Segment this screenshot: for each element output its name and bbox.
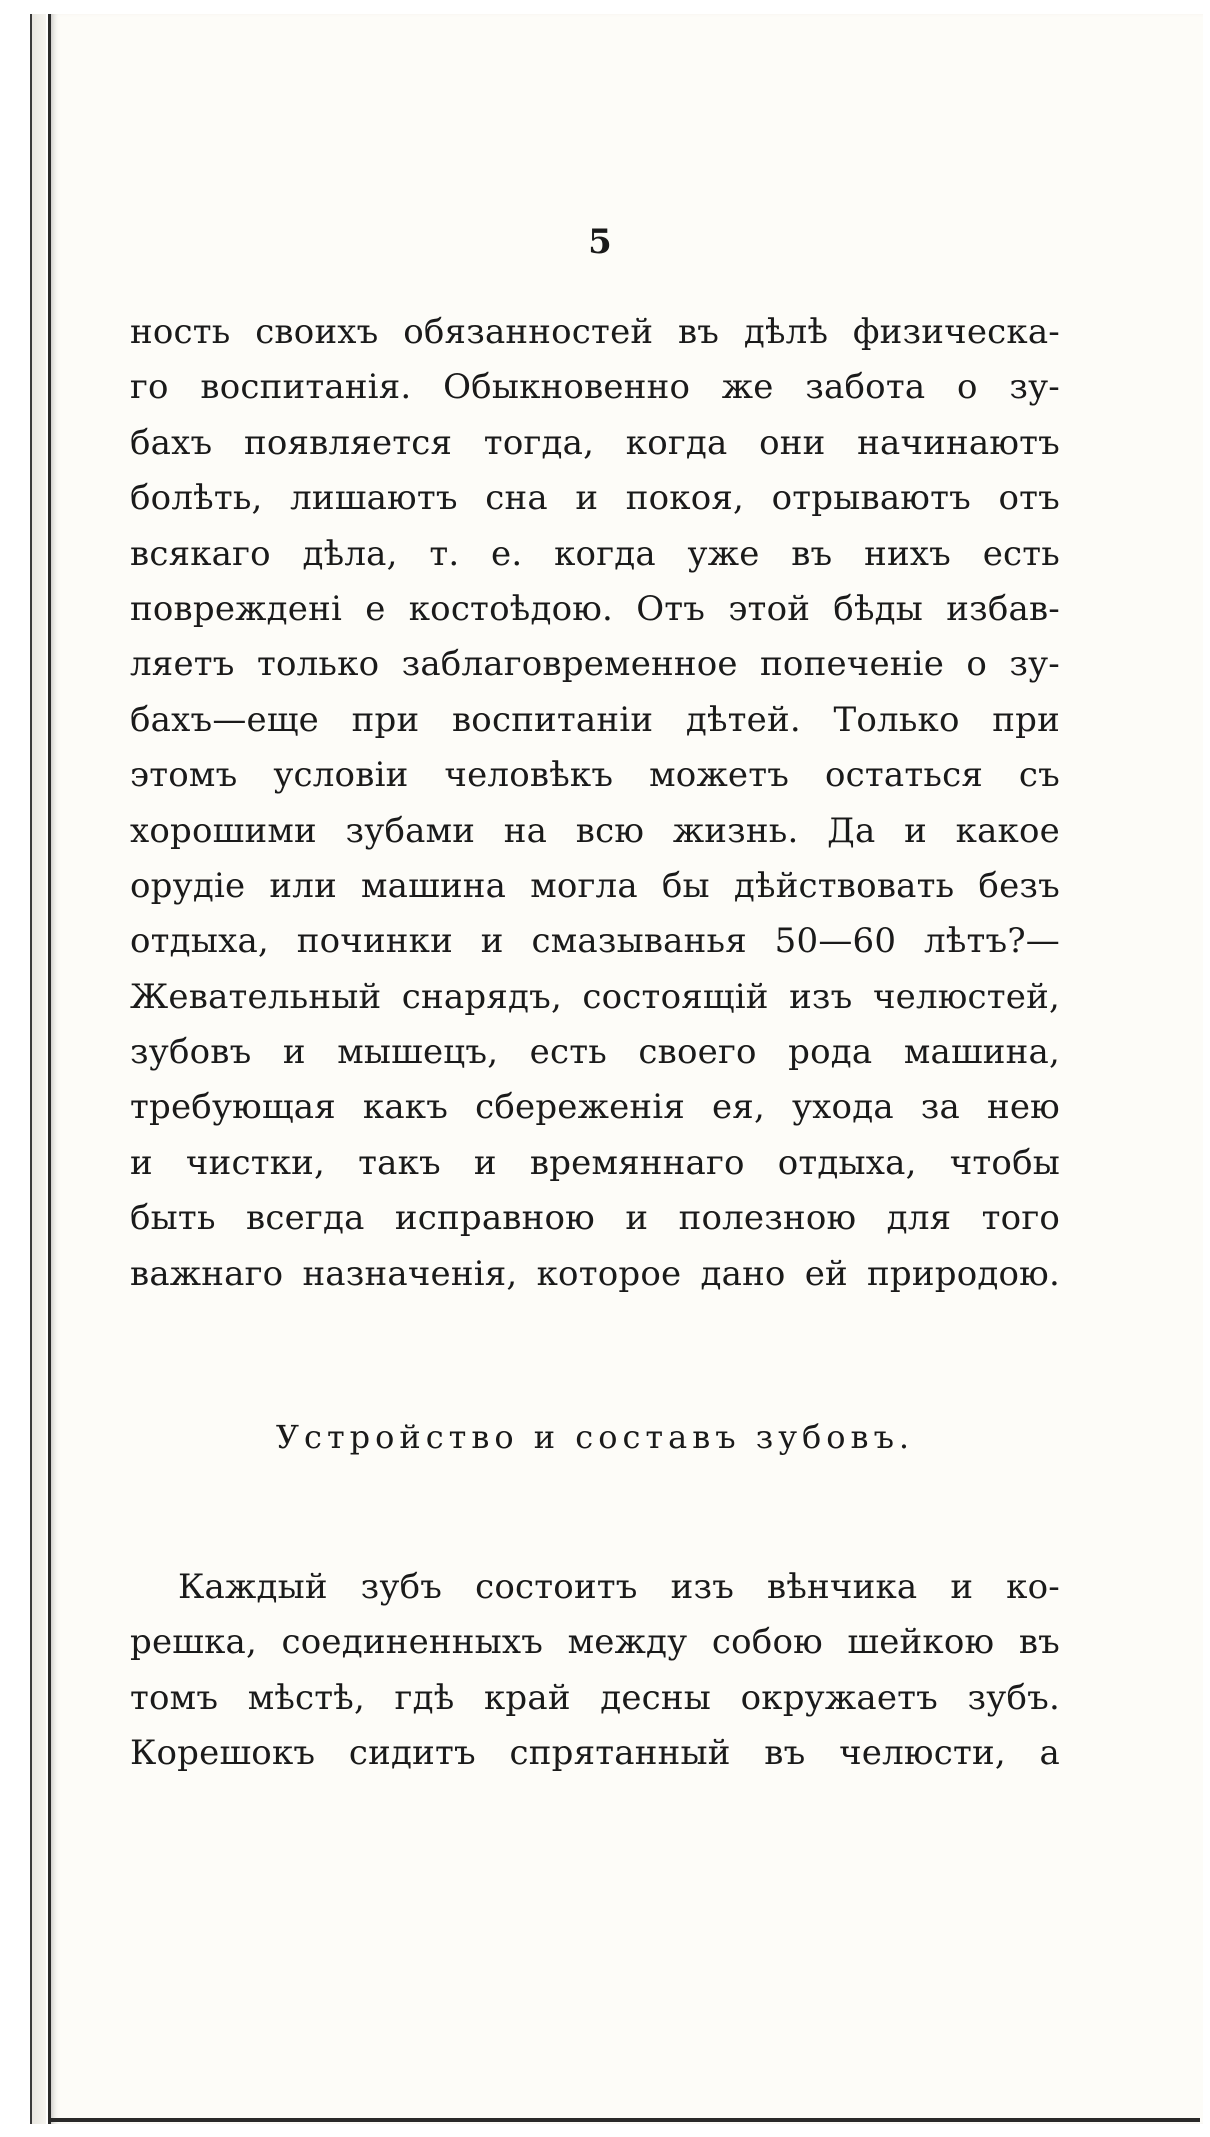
section-heading: Устройство и составъ зубовъ. (275, 1418, 915, 1456)
page-edge-shadow (30, 14, 46, 2124)
text-line: Каждый зубъ состоитъ изъ вѣнчика и ко- (178, 1567, 1060, 1607)
text-line: томъ мѣстѣ, гдѣ край десны окружаетъ зубъ. (130, 1677, 1060, 1718)
text-line: важнаго назначенія, которое дано ей природою. (130, 1253, 1060, 1294)
text-line: отдыха, починки и смазыванья 50—60 лѣтъ?— (130, 921, 1060, 962)
text-line: Корешокъ сидитъ спрятанный въ челюсти, а (130, 1733, 1060, 1774)
text-line: повреждені е костоѣдою. Отъ этой бѣды избав- (130, 588, 1060, 629)
text-line: этомъ условіи человѣкъ можетъ остаться съ (130, 755, 1060, 796)
text-line: ляетъ только заблаговременное попеченіе о зу- (130, 644, 1060, 685)
text-line: решка, соединенныхъ между собою шейкою въ (130, 1622, 1060, 1663)
text-line: орудіе или машина могла бы дѣйствовать безъ (130, 865, 1060, 906)
text-line: требующая какъ сбереженія ея, ухода за нею (130, 1087, 1060, 1128)
text-line: Жевательный снарядъ, состоящій изъ челюстей, (130, 976, 1060, 1017)
text-line: ность своихъ обязанностей въ дѣлѣ физическа- (130, 312, 1060, 352)
text-line: го воспитанія. Обыкновенно же забота о зу- (130, 367, 1060, 408)
text-line: бахъ появляется тогда, когда они начинаютъ (130, 422, 1060, 463)
page-number: 5 (588, 222, 612, 262)
text-line: быть всегда исправною и полезною для того (130, 1198, 1060, 1239)
text-line: болѣть, лишаютъ сна и покоя, отрываютъ отъ (130, 478, 1060, 519)
text-line: зубовъ и мышецъ, есть своего рода машина, (130, 1032, 1060, 1073)
paragraph-2 (130, 1560, 1060, 1782)
text-line: всякаго дѣла, т. е. когда уже въ нихъ есть (130, 533, 1060, 574)
page-bottom-edge (48, 2118, 1200, 2122)
paragraph-1 (130, 305, 1060, 1302)
text-line: бахъ—еще при воспитаніи дѣтей. Только при (130, 699, 1060, 740)
text-line: и чистки, такъ и времяннаго отдыха, чтобы (130, 1142, 1060, 1183)
text-line: хорошими зубами на всю жизнь. Да и какое (130, 810, 1060, 851)
